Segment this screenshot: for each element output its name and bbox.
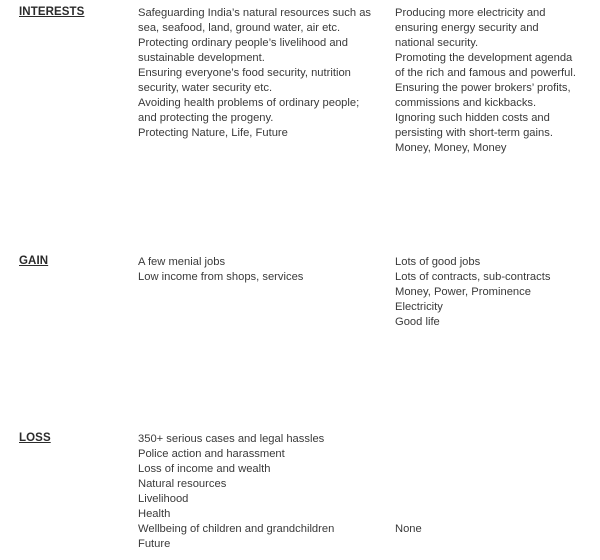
list-item: Protecting ordinary people’s livelihood and [138, 37, 349, 49]
list-item: Avoiding health problems of ordinary people; [138, 97, 360, 109]
list-item: Good life [395, 316, 440, 328]
interests-power-column [395, 6, 595, 156]
list-item: Electricity [395, 301, 443, 313]
list-item: Ignoring such hidden costs and [395, 112, 550, 124]
list-item: Money, Power, Prominence [395, 286, 531, 298]
gain-power-column [395, 255, 595, 330]
list-item: Future [138, 538, 171, 550]
list-item: national security. [395, 37, 479, 49]
list-item: Police action and harassment [138, 448, 285, 460]
list-item: Lots of contracts, sub-contracts [395, 271, 551, 283]
interests-heading: INTERESTS [19, 6, 85, 18]
list-item: sustainable development. [138, 52, 265, 64]
list-item: Natural resources [138, 478, 227, 490]
list-item: Health [138, 508, 171, 520]
loss-power-none: None [395, 523, 422, 535]
list-item: Promoting the development agenda [395, 52, 573, 64]
list-item: Ensuring the power brokers’ profits, [395, 82, 571, 94]
list-item: Livelihood [138, 493, 189, 505]
gain-people-column [138, 255, 393, 285]
list-item: Wellbeing of children and grandchildren [138, 523, 335, 535]
list-item: Money, Money, Money [395, 142, 507, 154]
list-item: and protecting the progeny. [138, 112, 274, 124]
list-item: of the rich and famous and powerful. [395, 67, 576, 79]
list-item: Safeguarding India’s natural resources such as [138, 7, 372, 19]
list-item: Lots of good jobs [395, 256, 481, 268]
gain-heading: GAIN [19, 255, 49, 267]
list-item: Loss of income and wealth [138, 463, 271, 475]
list-item: commissions and kickbacks. [395, 97, 537, 109]
list-item: ensuring energy security and [395, 22, 539, 34]
interests-people-column [138, 6, 393, 141]
list-item: Ensuring everyone’s food security, nutrition [138, 67, 351, 79]
list-item: sea, seafood, land, ground water, air etc. [138, 22, 341, 34]
list-item: A few menial jobs [138, 256, 226, 268]
list-item: persisting with short-term gains. [395, 127, 553, 139]
list-item: security, water security etc. [138, 82, 273, 94]
list-item: 350+ serious cases and legal hassles [138, 433, 325, 445]
list-item: Protecting Nature, Life, Future [138, 127, 288, 139]
loss-heading: LOSS [19, 432, 51, 444]
loss-people-column [138, 432, 393, 552]
list-item: Low income from shops, services [138, 271, 304, 283]
list-item: Producing more electricity and [395, 7, 546, 19]
